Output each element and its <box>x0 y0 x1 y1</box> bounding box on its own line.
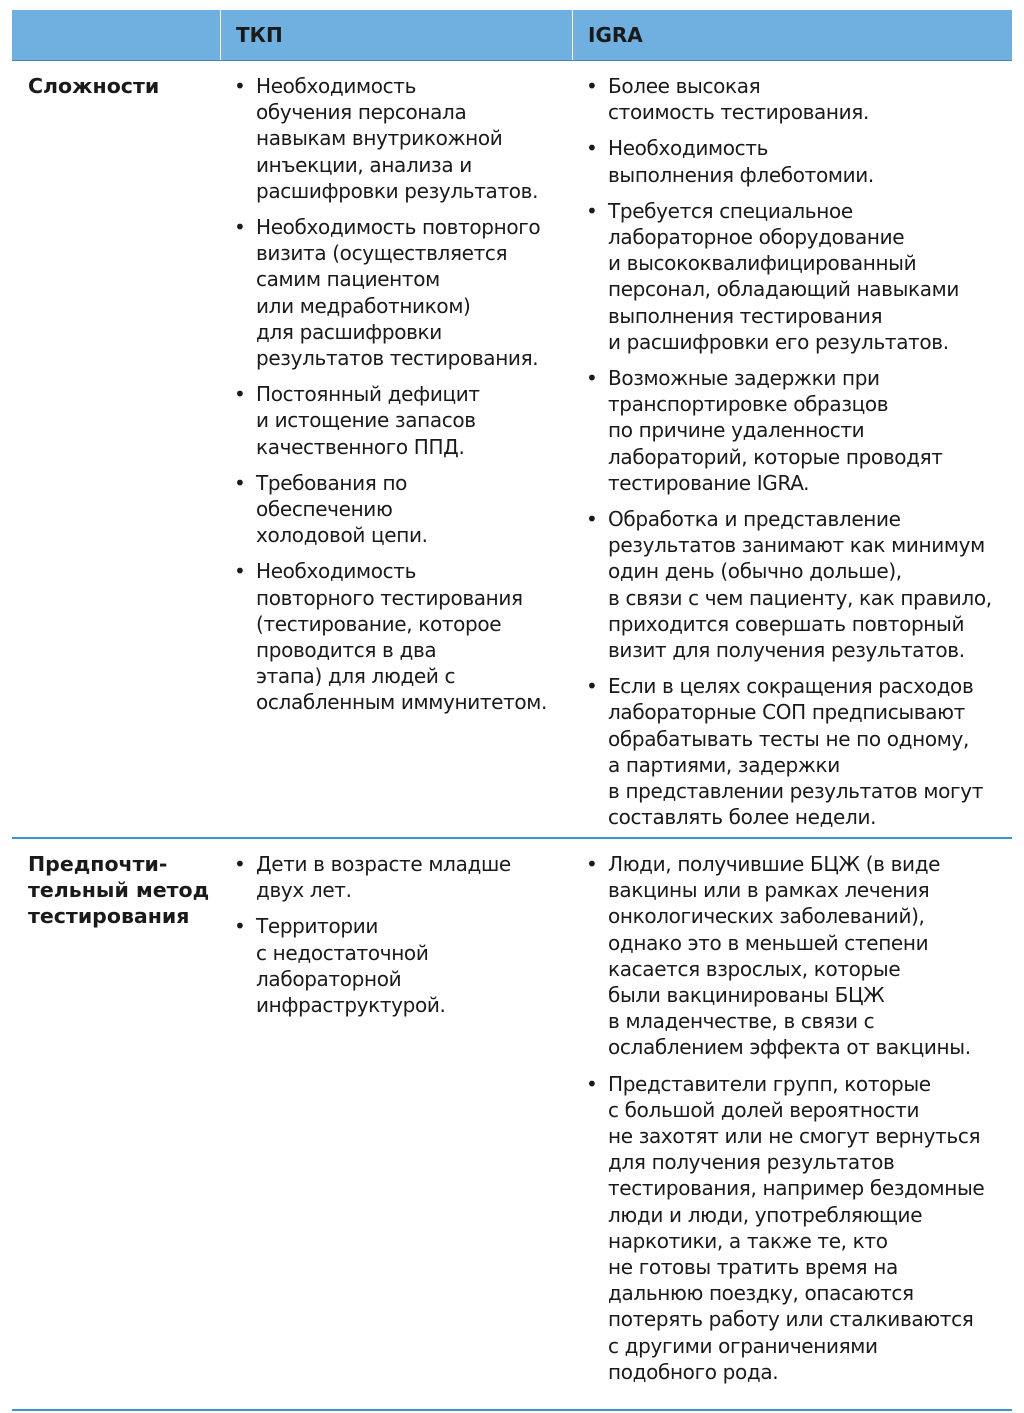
list-item-line: в связи с чем пациенту, как правило, <box>608 585 992 610</box>
bullet-icon: • <box>234 382 246 407</box>
list-item-line: для получения результатов <box>608 1150 895 1175</box>
list-item-line: Люди, получившие БЦЖ (в виде <box>608 852 941 876</box>
igra-cell <box>584 851 1004 1395</box>
list-item-line: качественного ППД. <box>256 434 465 459</box>
row-label <box>28 851 218 929</box>
table-row <box>12 61 1012 839</box>
list-item-line: обучения персонала <box>256 100 467 125</box>
row-label-line: Сложности <box>28 74 160 98</box>
bullet-icon: • <box>234 559 246 584</box>
list-item-line: в младенчестве, в связи с <box>608 1009 875 1034</box>
list-item-line: двух лет. <box>256 878 352 903</box>
header-tkp: ТКП <box>236 23 283 47</box>
list-item-line: расшифровки результатов. <box>256 178 539 203</box>
header-igra: IGRA <box>588 23 643 47</box>
list-item-line: Постоянный дефицит <box>256 382 480 407</box>
comparison-table <box>12 10 1012 1411</box>
igra-cell <box>584 73 1004 840</box>
bullet-icon: • <box>586 1071 598 1096</box>
list-item-line: вакцины или в рамках лечения <box>608 878 930 903</box>
list-item-line: инъекции, анализа и <box>256 152 472 177</box>
table-header <box>12 10 1012 61</box>
list-item-line: (тестирование, которое <box>256 611 502 636</box>
list-item <box>584 198 1004 355</box>
list-item-line: стоимость тестирования. <box>608 100 869 125</box>
list-item-line: Необходимость повторного <box>256 215 541 240</box>
list-item-line: транспортировке образцов <box>608 392 889 417</box>
row-label-line: Предпочти- <box>28 852 168 876</box>
list-item-line: с недостаточной <box>256 940 429 965</box>
list-item-line: тестирования, например бездомные <box>608 1176 985 1201</box>
list-item-line: Необходимость <box>256 74 417 98</box>
list-item-line: лабораторий, которые проводят <box>608 444 943 469</box>
list-item <box>584 135 1004 187</box>
bullet-icon: • <box>234 852 246 876</box>
list-item-line: выполнения тестирования <box>608 303 883 328</box>
list-item <box>584 851 1004 1061</box>
list-item <box>232 913 572 1018</box>
list-item-line: наркотики, а также те, кто <box>608 1228 888 1253</box>
list-item-line: Требования по <box>256 470 408 495</box>
bullet-icon: • <box>586 852 598 876</box>
list-item <box>232 851 572 903</box>
list-item-line: визит для получения результатов. <box>608 638 965 663</box>
list-item-line: Обработка и представление <box>608 507 901 532</box>
list-item-line: с другими ограничениями <box>608 1333 878 1358</box>
list-item-line: в представлении результатов могут <box>608 779 984 804</box>
list-item-line: составлять более недели. <box>608 805 877 830</box>
list-item-line: Территории <box>256 914 378 939</box>
bullet-icon: • <box>586 366 598 391</box>
list-item-line: визита (осуществляется <box>256 241 508 266</box>
list-item-line: лабораторное оборудование <box>608 225 905 250</box>
list-item-line: не захотят или не смогут вернуться <box>608 1124 981 1149</box>
list-item-line: Необходимость <box>608 136 769 161</box>
list-item-line: потерять работу или сталкиваются <box>608 1307 974 1332</box>
list-item-line: самим пациентом <box>256 267 440 292</box>
tkp-cell <box>232 851 572 1028</box>
list-item <box>584 73 1004 125</box>
list-item-line: люди и люди, употребляющие <box>608 1202 923 1227</box>
header-divider <box>572 10 573 60</box>
bullet-icon: • <box>234 914 246 939</box>
list-item <box>232 73 572 204</box>
bullet-icon: • <box>586 136 598 161</box>
list-item-line: персонал, обладающий навыками <box>608 277 960 302</box>
list-item-line: Дети в возрасте младше <box>256 852 511 876</box>
list-item-line: подобного рода. <box>608 1359 779 1384</box>
list-item-line: повторного тестирования <box>256 585 523 610</box>
list-item-line: один день (обычно дольше), <box>608 559 902 584</box>
list-item-line: дальнюю поездку, опасаются <box>608 1281 914 1306</box>
list-item-line: Необходимость <box>256 559 417 584</box>
list-item-line: ослабленным иммунитетом. <box>256 690 548 715</box>
list-item <box>232 381 572 460</box>
list-item-line: этапа) для людей с <box>256 664 456 689</box>
list-item-line: тестирование IGRA. <box>608 470 810 495</box>
list-item-line: холодовой цепи. <box>256 523 428 548</box>
list-item-line: инфраструктурой. <box>256 993 446 1018</box>
header-divider <box>220 10 221 60</box>
list-item <box>584 365 1004 496</box>
bullet-icon: • <box>234 215 246 240</box>
list-item <box>584 673 1004 830</box>
bullet-icon: • <box>586 74 598 98</box>
list-item-line: лабораторной <box>256 966 402 991</box>
table-body <box>12 61 1012 1411</box>
list-item-line: приходится совершать повторный <box>608 611 965 636</box>
list-item-line: результатов тестирования. <box>256 346 539 371</box>
table-row <box>12 839 1012 1411</box>
list-item-line: для расшифровки <box>256 319 442 344</box>
list-item-line: не готовы тратить время на <box>608 1255 898 1280</box>
list-item-line: навыкам внутрикожной <box>256 126 503 151</box>
list-item-line: обрабатывать тесты не по одному, <box>608 726 970 751</box>
list-item-line: и высококвалифицированный <box>608 251 917 276</box>
list-item-line: Требуется специальное <box>608 198 853 223</box>
bullet-icon: • <box>234 470 246 495</box>
bullet-icon: • <box>234 74 246 98</box>
list-item-line: и истощение запасов <box>256 408 476 433</box>
list-item-line: выполнения флеботомии. <box>608 162 874 187</box>
list-item-line: ослаблением эффекта от вакцины. <box>608 1035 971 1060</box>
bullet-icon: • <box>586 674 598 699</box>
row-label-line: тельный метод <box>28 878 210 902</box>
row-label <box>28 73 218 99</box>
tkp-cell <box>232 73 572 726</box>
list-item-line: были вакцинированы БЦЖ <box>608 983 885 1008</box>
list-item-line: результатов занимают как минимум <box>608 533 985 558</box>
list-item-line: по причине удаленности <box>608 418 865 443</box>
list-item-line: лабораторные СОП предписывают <box>608 700 965 725</box>
list-item <box>232 558 572 715</box>
list-item <box>232 470 572 549</box>
list-item-line: Более высокая <box>608 74 761 98</box>
bullet-icon: • <box>586 198 598 223</box>
list-item-line: касается взрослых, которые <box>608 956 901 981</box>
list-item-line: с большой долей вероятности <box>608 1097 920 1122</box>
list-item-line: обеспечению <box>256 497 393 522</box>
list-item-line: проводится в два <box>256 638 437 663</box>
list-item-line: или медработником) <box>256 293 471 318</box>
list-item <box>584 506 1004 663</box>
list-item <box>232 214 572 371</box>
list-item <box>584 1071 1004 1385</box>
list-item-line: однако это в меньшей степени <box>608 930 929 955</box>
list-item-line: а партиями, задержки <box>608 752 840 777</box>
row-label-line: тестирования <box>28 904 190 928</box>
list-item-line: Представители групп, которые <box>608 1071 931 1096</box>
list-item-line: онкологических заболеваний), <box>608 904 925 929</box>
list-item-line: Если в целях сокращения расходов <box>608 674 974 699</box>
list-item-line: Возможные задержки при <box>608 366 880 391</box>
list-item-line: и расшифровки его результатов. <box>608 329 949 354</box>
bullet-icon: • <box>586 507 598 532</box>
